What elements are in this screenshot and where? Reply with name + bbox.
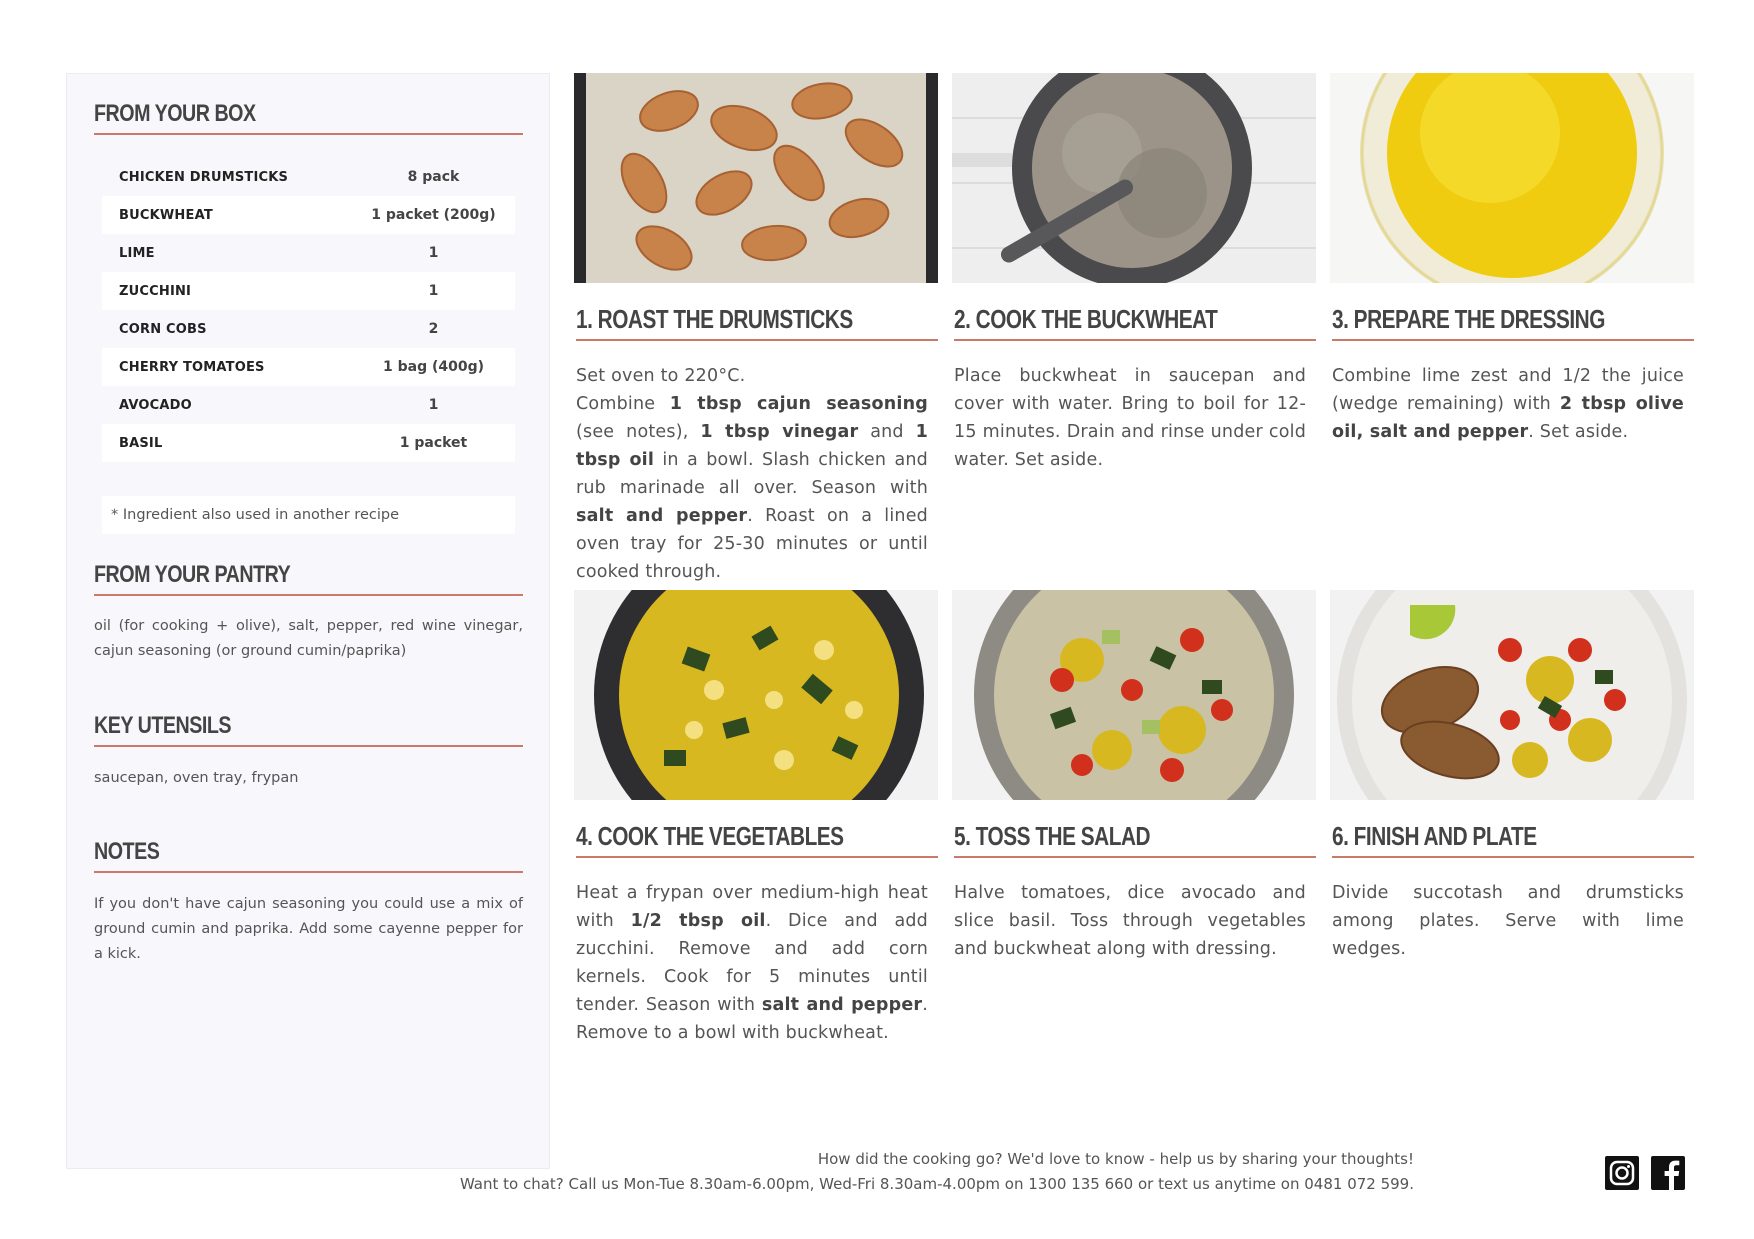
step-4-bold: salt and pepper — [761, 995, 923, 1015]
ingredient-qty: 2 — [428, 321, 439, 337]
ingredient-name: BUCKWHEAT — [119, 207, 213, 223]
ingredient-name: CHICKEN DRUMSTICKS — [119, 169, 289, 185]
step-3-text: Combine lime zest and 1/2 the juice (wedge remaining) with — [1332, 366, 1684, 414]
step-2-body: Place buckwheat in saucepan and cover with water. Bring to boil for 12-15 minutes. Drain and rinse under cold water. Set aside. — [954, 366, 1306, 470]
step-1-body — [576, 362, 928, 586]
ingredient-name: BASIL — [119, 435, 163, 451]
utensils-rule — [94, 745, 523, 747]
ingredient-name: CORN COBS — [119, 321, 207, 337]
pantry-title: FROM YOUR PANTRY — [94, 561, 291, 588]
step-6-rule — [1332, 856, 1694, 858]
ingredient-name: CHERRY TOMATOES — [119, 359, 265, 375]
from-box-title: FROM YOUR BOX — [94, 100, 256, 127]
step-4-photo — [574, 590, 938, 800]
pantry-text: oil (for cooking + olive), salt, pepper, red wine vinegar, cajun seasoning (or ground cumin/paprika) — [94, 618, 523, 659]
ingredient-row — [102, 424, 515, 462]
step-1-bold: 1 tbsp cajun seasoning — [669, 394, 928, 414]
step-4-text: Heat a frypan over medium-high heat with — [576, 883, 928, 931]
step-1-bold: 1 tbsp oil — [576, 422, 928, 470]
step-6-photo — [1330, 590, 1694, 800]
step-1-title: 1. ROAST THE DRUMSTICKS — [576, 304, 853, 334]
step-5-photo — [952, 590, 1316, 800]
utensils-text: saucepan, oven tray, frypan — [94, 770, 299, 786]
step-1-rule — [576, 339, 938, 341]
ingredient-qty: 1 — [428, 397, 439, 413]
step-4-title: 4. COOK THE VEGETABLES — [576, 821, 844, 851]
step-1-text: . Roast on a lined oven tray for 25-30 minutes or until cooked through. — [576, 506, 928, 582]
step-5-title: 5. TOSS THE SALAD — [954, 821, 1151, 851]
footer-contact-text: Want to chat? Call us Mon-Tue 8.30am-6.00pm, Wed-Fri 8.30am-4.00pm on 1300 135 660 or text us anytime on 0481 072 599. — [459, 1175, 1414, 1193]
step-1-line: Set oven to 220°C. — [576, 366, 746, 386]
step-6-title: 6. FINISH AND PLATE — [1332, 821, 1537, 851]
ingredient-footnote: * Ingredient also used in another recipe — [102, 496, 515, 534]
step-2-photo — [952, 73, 1316, 283]
ingredient-row — [102, 196, 515, 234]
step-6-body: Divide succotash and drumsticks among plates. Serve with lime wedges. — [1332, 883, 1684, 959]
step-4-text: . Remove to a bowl with buckwheat. — [576, 995, 928, 1043]
ingredient-row — [102, 386, 515, 424]
step-4-body — [576, 879, 928, 1047]
step-1-bold: salt and pepper — [576, 506, 748, 526]
ingredient-row — [102, 272, 515, 310]
step-5-body: Halve tomatoes, dice avocado and slice basil. Toss through vegetables and buckwheat along with dressing. — [954, 883, 1306, 959]
ingredient-name: ZUCCHINI — [119, 283, 192, 299]
ingredient-row — [102, 158, 515, 196]
instagram-icon[interactable] — [1604, 1155, 1640, 1191]
step-3-photo — [1330, 73, 1694, 283]
step-4-bold: 1/2 tbsp oil — [630, 911, 766, 931]
step-2-rule — [954, 339, 1316, 341]
notes-rule — [94, 871, 523, 873]
ingredient-name: AVOCADO — [119, 397, 192, 413]
ingredient-name: LIME — [119, 245, 155, 261]
step-1-text: Combine — [576, 394, 670, 414]
utensils-title: KEY UTENSILS — [94, 712, 231, 739]
notes-text: If you don't have cajun seasoning you could use a mix of ground cumin and paprika. Add some cayenne pepper for a kick. — [94, 896, 523, 962]
step-4-rule — [576, 856, 938, 858]
ingredients-sidebar — [66, 73, 550, 1169]
step-4-text: . Dice and add zucchini. Remove and add corn kernels. Cook for 5 minutes until tender. Season with — [576, 911, 928, 1015]
pantry-rule — [94, 594, 523, 596]
step-3-body — [1332, 362, 1684, 446]
step-2-title: 2. COOK THE BUCKWHEAT — [954, 304, 1218, 334]
ingredient-qty: 1 packet — [399, 435, 468, 451]
ingredient-row — [102, 234, 515, 272]
ingredient-qty: 8 pack — [407, 169, 460, 185]
ingredient-row — [102, 310, 515, 348]
step-3-rule — [1332, 339, 1694, 341]
step-1-text: (see notes), — [576, 422, 701, 442]
step-1-photo — [574, 73, 938, 283]
step-1-text: in a bowl. Slash chicken and rub marinade all over. Season with — [576, 450, 928, 498]
ingredient-qty: 1 bag (400g) — [382, 359, 485, 375]
notes-title: NOTES — [94, 838, 160, 865]
ingredients-table — [102, 158, 515, 462]
step-3-title: 3. PREPARE THE DRESSING — [1332, 304, 1605, 334]
ingredient-qty: 1 packet (200g) — [371, 207, 496, 223]
step-1-text: and — [858, 422, 916, 442]
step-1-bold: 1 tbsp vinegar — [700, 422, 859, 442]
ingredient-row — [102, 348, 515, 386]
step-5-rule — [954, 856, 1316, 858]
ingredient-qty: 1 — [428, 245, 439, 261]
step-3-text: . Set aside. — [1528, 422, 1629, 442]
facebook-icon[interactable] — [1650, 1155, 1686, 1191]
step-3-bold: 2 tbsp olive oil, salt and pepper — [1332, 394, 1684, 442]
from-box-rule — [94, 133, 523, 135]
ingredient-qty: 1 — [428, 283, 439, 299]
footer-feedback-text: How did the cooking go? We'd love to know - help us by sharing your thoughts! — [817, 1150, 1414, 1168]
